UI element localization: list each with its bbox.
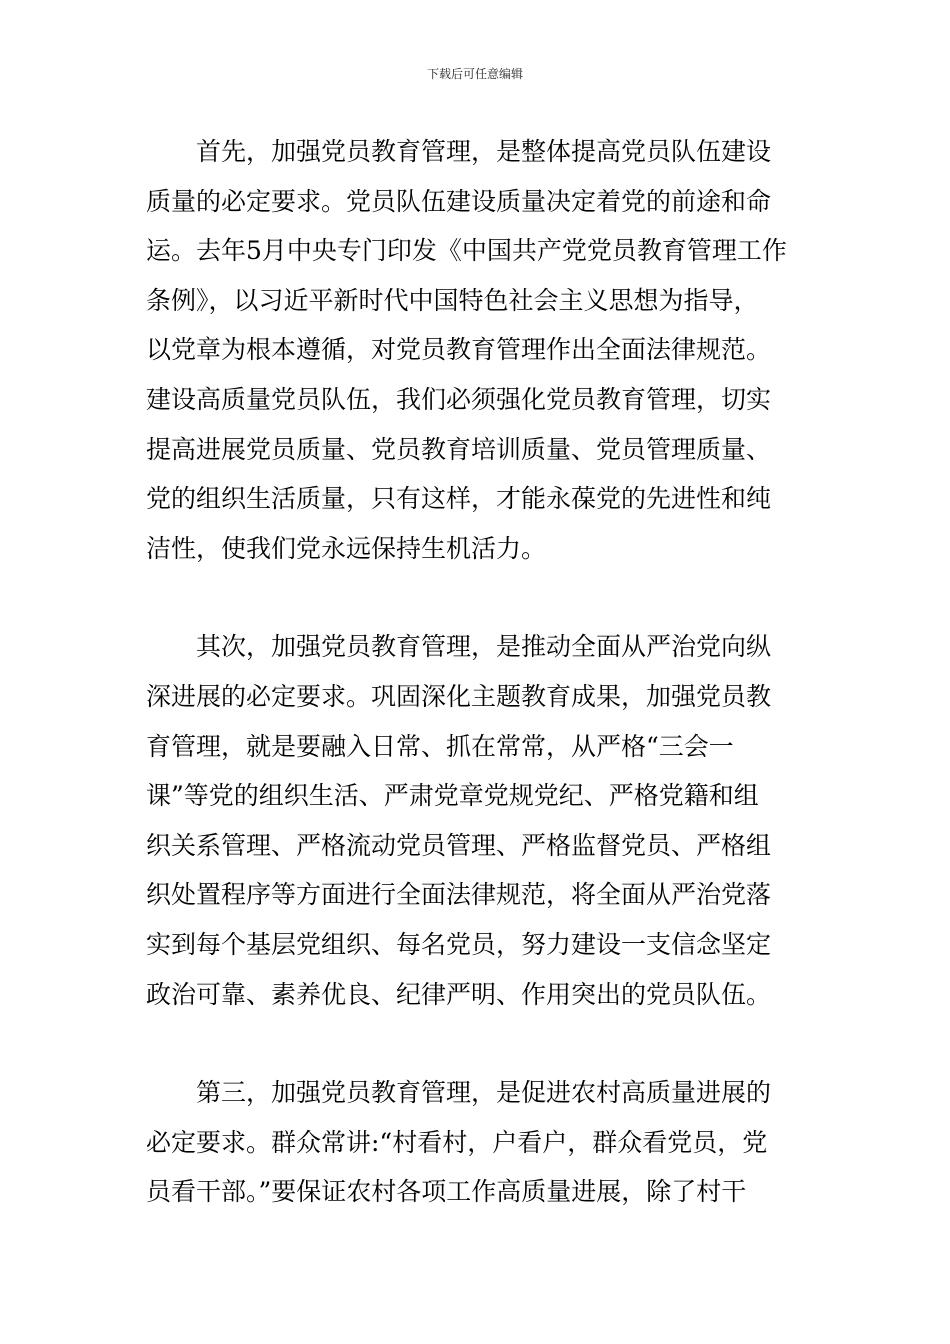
- text-line: 条例》，以习近平新时代中国特色社会主义思想为指导，: [146, 285, 759, 315]
- text-line: 织关系管理、严格流动党员管理、严格监督党员、严格组: [146, 830, 772, 860]
- text-line: 织处置程序等方面进行全面法律规范，将全面从严治党落: [146, 880, 772, 910]
- text-line: 运。去年5月中央专门印发《中国共产党党员教育管理工作: [146, 236, 787, 266]
- text-line: 政治可靠、素养优良、纪律严明、作用突出的党员队伍。: [146, 979, 772, 1009]
- page-header-note: 下载后可任意编辑: [426, 67, 523, 81]
- paragraph-2: [146, 622, 808, 1019]
- text-line: 育管理，就是要融入日常、抓在常常，从严格“三会一: [146, 731, 734, 761]
- text-line: 党的组织生活质量，只有这样，才能永葆党的先进性和纯: [146, 484, 772, 514]
- text-line: 必定要求。群众常讲:“村看村，户看户，群众看党员，党: [146, 1127, 768, 1157]
- paragraph-1: [146, 127, 808, 573]
- text-line: 深进展的必定要求。巩固深化主题教育成果，加强党员教: [146, 681, 772, 711]
- text-line: 质量的必定要求。党员队伍建设质量决定着党的前途和命: [146, 186, 772, 216]
- text-line: 洁性，使我们党永远保持生机活力。: [146, 533, 547, 563]
- text-line: 建设高质量党员队伍，我们必须强化党员教育管理，切实: [146, 384, 772, 414]
- text-line: 以党章为根本遵循，对党员教育管理作出全面法律规范。: [146, 335, 772, 365]
- text-line: 首先，加强党员教育管理，是整体提高党员队伍建设: [196, 137, 772, 166]
- paragraph-3: [146, 1068, 808, 1217]
- text-line: 课”等党的组织生活、严肃党章党规党纪、严格党籍和组: [146, 781, 759, 811]
- text-line: 第三，加强党员教育管理，是促进农村高质量进展的: [196, 1078, 772, 1108]
- document-body: [146, 127, 808, 1217]
- text-line: 实到每个基层党组织、每名党员，努力建设一支信念坚定: [146, 929, 772, 959]
- text-line: 员看干部。”要保证农村各项工作高质量进展，除了村干: [146, 1177, 747, 1207]
- text-line: 其次，加强党员教育管理，是推动全面从严治党向纵: [196, 632, 772, 662]
- text-line: 提高进展党员质量、党员教育培训质量、党员管理质量、: [146, 434, 772, 464]
